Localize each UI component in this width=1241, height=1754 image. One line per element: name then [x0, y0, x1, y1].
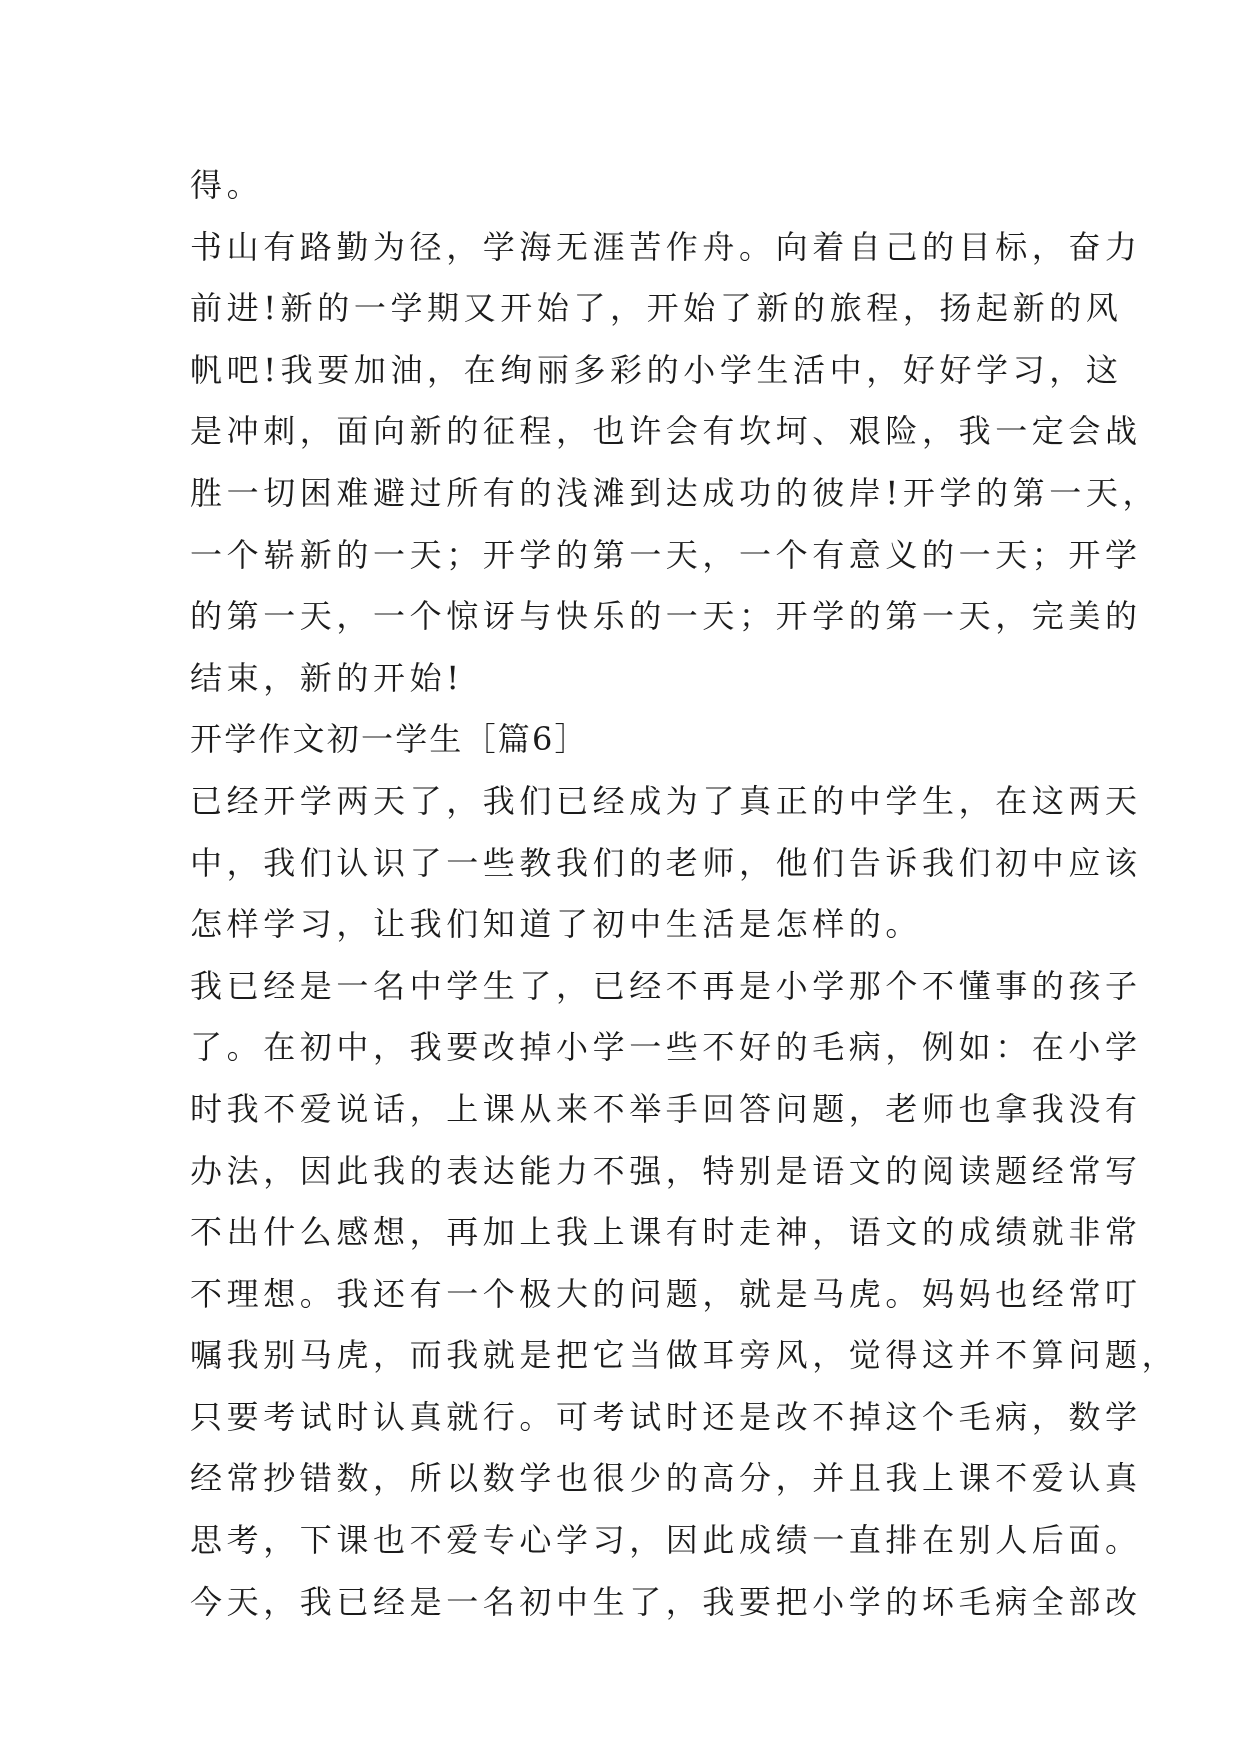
text-line: 今天，我已经是一名初中生了，我要把小学的坏毛病全部改 [190, 1582, 1142, 1621]
text-line: 的第一天，一个惊讶与快乐的一天；开学的第一天，完美的 [190, 597, 1142, 636]
text-line: 前进!新的一学期又开始了，开始了新的旅程，扬起新的风 [190, 289, 1123, 328]
text-line: 得。 [190, 166, 264, 204]
document-text-body [190, 155, 1179, 1633]
text-line: 一个崭新的一天；开学的第一天，一个有意义的一天；开学 [190, 535, 1142, 574]
text-line: 时我不爱说话，上课从来不举手回答问题，老师也拿我没有 [190, 1089, 1142, 1128]
text-line: 思考，下课也不爱专心学习，因此成绩一直排在别人后面。 [190, 1521, 1142, 1560]
text-line: 不出什么感想，再加上我上课有时走神，语文的成绩就非常 [190, 1213, 1142, 1252]
text-line: 书山有路勤为径，学海无涯苦作舟。向着自己的目标，奋力 [190, 227, 1142, 266]
text-line: 已经开学两天了，我们已经成为了真正的中学生，在这两天 [190, 781, 1142, 820]
text-line: 帆吧!我要加油，在绚丽多彩的小学生活中，好好学习，这 [190, 350, 1123, 389]
text-line: 只要考试时认真就行。可考试时还是改不掉这个毛病，数学 [190, 1397, 1142, 1436]
text-line: 结束，新的开始! [190, 658, 464, 697]
text-line: 怎样学习，让我们知道了初中生活是怎样的。 [190, 905, 923, 944]
text-line: 了。在初中，我要改掉小学一些不好的毛病，例如：在小学 [190, 1028, 1142, 1067]
text-line: 中，我们认识了一些教我们的老师，他们告诉我们初中应该 [190, 843, 1142, 882]
text-line: 我已经是一名中学生了，已经不再是小学那个不懂事的孩子 [190, 966, 1142, 1005]
text-line: 经常抄错数，所以数学也很少的高分，并且我上课不爱认真 [190, 1459, 1142, 1498]
text-line: 胜一切困难避过所有的浅滩到达成功的彼岸!开学的第一天， [190, 473, 1160, 512]
text-line: 是冲刺，面向新的征程，也许会有坎坷、艰险，我一定会战 [190, 412, 1142, 451]
section-heading: 开学作文初一学生［篇6］ [190, 720, 589, 759]
text-line: 办法，因此我的表达能力不强，特别是语文的阅读题经常写 [190, 1151, 1142, 1190]
text-line: 嘱我别马虎，而我就是把它当做耳旁风，觉得这并不算问题， [190, 1336, 1179, 1375]
text-line: 不理想。我还有一个极大的问题，就是马虎。妈妈也经常叮 [190, 1274, 1142, 1313]
